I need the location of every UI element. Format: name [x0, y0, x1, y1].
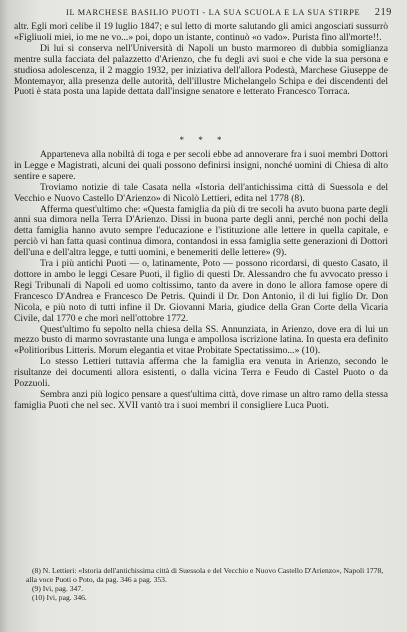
header-title: IL MARCHESE BASILIO PUOTI - LA SUA SCUOLA E LA SUA STIRPE: [66, 8, 361, 17]
running-header: [66, 6, 396, 20]
scan-shadow: [0, 0, 8, 632]
section-one: [14, 22, 388, 98]
section-two: [14, 150, 388, 412]
page-number: 219: [374, 7, 392, 18]
paragraph: Tra i più antichi Puoti — o, latinamente, Poto — possono ricordarsi, di questo Casato, il dottore in ambo le leggi Cesare Puoti, il figlio di questi Dr. Alessandro che fu avvocato presso i Regi Tribunali di Napoli ed uomo coltissimo, tanto da avere in dono le allora famose opere di Francesco D'Andrea e Francesco De Petris. Quindi il Dr. Don Antonio, il di lui figlio Dr. Don Nicola, e più noto di tutti infine il Dr. Giovanni Maria, giudice della Gran Corte della Vicaria Civile, dal 1770 e che morì nell'ottobre 1772.: [14, 258, 388, 324]
footnote: (9) Ivi, pag. 347.: [32, 584, 84, 593]
paragraph: altr. Egli morì celibe il 19 luglio 1847; e sul letto di morte salutando gli amici angosciati sussurrò «Figliuoli miei, io me ne vo...» poi, dopo un istante, continuò «o vado». Purista fino all'morte!!.: [14, 21, 388, 43]
footnotes: [26, 566, 388, 602]
paragraph: Afferma quest'ultimo che: «Questa famiglia da più di tre secoli ha avuto buona parte degli anni sua dimora nella Terra D'Arienzo. Dissi in buona parte degli anni, perché non pochi della detta famiglia hanno avuto sempre l'educazione e l'istituzione alle lettere in quella capitale, e perciò vi han fatta quasi continua dimora, contandosi in essa famiglia sette generazioni di Dottori dell'una e dell'altra legge, e tutti uomini, e benemeriti delle lettere» (9).: [14, 203, 388, 259]
footnote: (10) Ivi, pag. 346.: [32, 593, 87, 602]
paragraph: Lo stesso Lettieri tuttavia afferma che la famiglia era venuta in Arienzo, secondo le risultanze dei documenti allora esistenti, o dalla vicina Terra e Feudo di Castel Puoto o da Pozzuoli.: [14, 356, 388, 390]
paragraph: Di lui si conserva nell'Università di Napoli un busto marmoreo di dubbia somiglianza mentre sulla facciata del palazzetto d'Arienzo, che fu degli avi suoi e che vide la sua persona e studiosa adolescenza, il 2 maggio 1932, per iniziativa dell'allora Podestà, Marchese Giuseppe de Montemayor, alla presenza delle autorità, dell'illustre Michelangelo Schipa e dei discendenti del Puoti è stata posta una lapide dettata dall'insigne senatore e letterato Francesco Torraca.: [14, 42, 388, 98]
section-separator: * * *: [179, 135, 228, 145]
paragraph: Sembra anzi più logico pensare a quest'ultima città, dove rimase un altro ramo della stessa famiglia Puoti che nel sec. XVII vantò tra i suoi membri il consigliere Luca Puoti.: [14, 388, 388, 411]
paragraph: Quest'ultimo fu sepolto nella chiesa della SS. Annunziata, in Arienzo, dove era di lui un mezzo busto di marmo sovrastante una lunga e ampollosa iscrizione latina. In questa era definito «Politioribus Litteris. Morum elegantia et vitae Probitate Spectatissimo...» (10).: [14, 323, 388, 357]
paragraph: Troviamo notizie di tale Casata nella «Istoria dell'antichissima città di Suessola e del Vecchio e Nuovo Castello D'Arienzo» di Nicolò Lettieri, edita nel 1778 (8).: [14, 181, 388, 204]
paragraph: Apparteneva alla nobiltà di toga e per secoli ebbe ad annoverare fra i suoi membri Dottori in Legge e Magistrati, alcuni dei quali possono definirsi insigni, nonché uomini di Chiesa di alto sentire e sapere.: [14, 149, 388, 182]
footnote: (8) N. Lettieri: «Istoria dell'antichissima città di Suessola e del Vecchio e Nuovo Castello D'Arienzo», Napoli 1778, alla voce Puoti o Poto, da pag. 346 a pag. 353.: [26, 566, 384, 584]
